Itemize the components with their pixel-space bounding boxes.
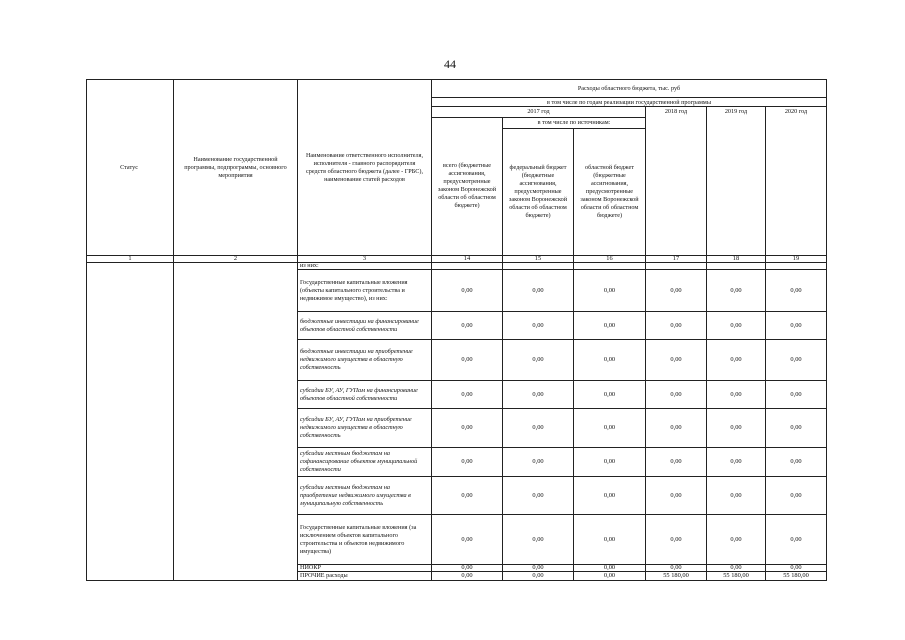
row-value: 0,00	[670, 356, 682, 363]
grid-line	[297, 408, 827, 409]
row-value: 0,00	[603, 491, 616, 499]
grid-line	[297, 79, 298, 580]
row-value: 0,00	[670, 491, 682, 499]
row-value: 0,00	[603, 572, 616, 579]
row-value: 0,00	[532, 424, 544, 431]
row-value: 0,00	[532, 565, 544, 571]
row-value: 0,00	[603, 424, 616, 431]
grid-line	[502, 117, 503, 580]
row-value: 0,00	[730, 491, 742, 499]
row-value: 0,00	[461, 491, 473, 499]
grid-line	[645, 106, 646, 580]
grid-line	[431, 97, 827, 98]
row-value: 0,00	[603, 565, 616, 571]
column-number: 16	[606, 256, 613, 262]
row-label: бюджетные инвестиции на финансирование объектов областной собственности	[300, 317, 419, 333]
row-value: 0,00	[730, 458, 742, 465]
row-label: из них:	[300, 263, 319, 269]
row-value: 0,00	[730, 424, 742, 431]
row-value: 0,00	[461, 458, 473, 465]
row-label: Государственные капитальные вложения (за исключением объектов капитального строительства и объектов недвижимого имущества)	[300, 523, 417, 555]
row-value: 0,00	[532, 491, 544, 499]
grid-line	[431, 106, 827, 107]
header-status: Статус	[120, 163, 138, 171]
row-value: 0,00	[461, 424, 473, 431]
row-value: 0,00	[730, 286, 742, 294]
grid-line	[297, 514, 827, 515]
row-label: субсидии местным бюджетам на софинансирование объектов муниципальной собственности	[300, 450, 418, 473]
row-value: 0,00	[790, 390, 802, 398]
grid-line	[706, 106, 707, 580]
row-value: 0,00	[532, 321, 544, 329]
row-value: 0,00	[790, 321, 802, 329]
row-value: 0,00	[790, 535, 802, 543]
row-value: 0,00	[461, 535, 473, 543]
row-value: 0,00	[730, 565, 742, 571]
grid-line	[573, 128, 574, 580]
column-number: 1	[128, 256, 132, 262]
row-label: бюджетные инвестиции на приобретение недвижимого имущества в областную собственность	[300, 348, 413, 371]
column-number: 17	[672, 256, 680, 262]
grid-line	[297, 476, 827, 477]
row-value: 0,00	[670, 535, 682, 543]
row-value: 0,00	[461, 356, 473, 363]
grid-line	[826, 79, 827, 580]
header-year-2020: 2020 год	[784, 108, 808, 115]
row-value: 0,00	[670, 286, 682, 294]
grid-line	[297, 339, 827, 340]
grid-line	[502, 128, 646, 129]
grid-line	[86, 262, 827, 263]
grid-line	[431, 79, 432, 580]
row-value: 0,00	[790, 458, 802, 465]
row-value: 0,00	[603, 458, 616, 465]
row-value: 0,00	[461, 321, 473, 329]
row-value: 0,00	[730, 356, 742, 363]
row-value: 55 180,00	[663, 572, 689, 579]
row-value: 0,00	[790, 565, 802, 571]
column-number: 2	[233, 256, 238, 262]
row-value: 0,00	[461, 390, 473, 398]
header-by-years: в том числе по годам реализации государственной программы	[547, 98, 711, 106]
header-year-2018: 2018 год	[664, 108, 688, 115]
row-label: ПРОЧИЕ расходы	[300, 572, 348, 579]
grid-line	[297, 380, 827, 381]
grid-line	[765, 106, 766, 580]
grid-line	[297, 311, 827, 312]
row-value: 0,00	[532, 286, 544, 294]
grid-line	[86, 79, 827, 80]
row-value: 0,00	[532, 458, 544, 465]
grid-line	[431, 117, 646, 118]
row-value: 0,00	[532, 390, 544, 398]
row-value: 0,00	[603, 356, 616, 363]
grid-line	[86, 580, 827, 581]
header-regional: областной бюджет (бюджетные ассигнования, предусмотренные законом Воронежской области об областном бюджете)	[580, 163, 639, 219]
row-value: 0,00	[461, 286, 473, 294]
row-value: 0,00	[461, 572, 473, 579]
row-value: 0,00	[603, 535, 616, 543]
row-value: 0,00	[730, 535, 742, 543]
row-value: 0,00	[603, 321, 616, 329]
grid-line	[297, 447, 827, 448]
row-value: 0,00	[790, 286, 802, 294]
row-value: 0,00	[790, 491, 802, 499]
row-label: субсидии БУ, АУ, ГУПам на приобретение недвижимого имущества в областную собственность	[300, 416, 412, 439]
row-value: 0,00	[670, 565, 682, 571]
row-value: 0,00	[532, 356, 544, 363]
header-year-2017: 2017 год	[527, 108, 550, 115]
row-value: 0,00	[670, 458, 682, 465]
header-executor: Наименование ответственного исполнителя, исполнителя - главного распорядителя средств областного бюджета (далее - ГРБС), наименование статей расходов	[305, 151, 424, 183]
row-label: Государственные капитальные вложения (объекты капитального строительства и недвижимое имущество), из них:	[300, 278, 408, 302]
header-program: Наименование государственной программы, подпрограммы, основного мероприятия	[184, 155, 287, 179]
grid-line	[297, 564, 827, 565]
row-value: 0,00	[670, 321, 682, 329]
row-value: 0,00	[603, 286, 616, 294]
row-value: 0,00	[790, 356, 802, 363]
row-value: 0,00	[670, 390, 682, 398]
row-value: 0,00	[532, 535, 544, 543]
row-label: НИОКР	[300, 565, 321, 571]
grid-line	[297, 269, 827, 270]
row-value: 0,00	[532, 572, 544, 579]
row-value: 0,00	[730, 390, 742, 398]
column-number: 3	[362, 256, 367, 262]
row-value: 0,00	[461, 565, 473, 571]
grid-line	[86, 79, 87, 580]
header-budget: Расходы областного бюджета, тыс. руб	[577, 85, 681, 92]
page-number: 44	[444, 57, 456, 71]
column-number: 14	[463, 256, 471, 262]
row-value: 0,00	[603, 390, 616, 398]
row-value: 0,00	[730, 321, 742, 329]
header-sources: в том числе по источникам:	[537, 118, 611, 126]
row-label: субсидии местным бюджетам на приобретение недвижимого имущества в муниципальную собственность	[300, 483, 411, 507]
grid-line	[86, 255, 827, 256]
grid-line	[297, 571, 827, 572]
header-federal: федеральный бюджет (бюджетные ассигнования, предусмотренные законом Воронежской области об областном бюджете)	[508, 163, 568, 219]
header-year-2019: 2019 год	[724, 108, 748, 115]
column-number: 19	[792, 256, 800, 262]
column-number: 18	[732, 256, 740, 262]
row-value: 55 180,00	[783, 572, 809, 579]
header-total: всего (бюджетные ассигнования, предусмотренные законом Воронежской области об областном бюджете)	[437, 162, 497, 209]
column-number: 15	[534, 256, 542, 262]
row-value: 0,00	[670, 424, 682, 431]
grid-line	[173, 79, 174, 580]
row-label: субсидии БУ, АУ, ГУПам на финансирование объектов областной собственности	[300, 386, 418, 402]
row-value: 55 180,00	[723, 572, 749, 579]
row-value: 0,00	[790, 424, 802, 431]
